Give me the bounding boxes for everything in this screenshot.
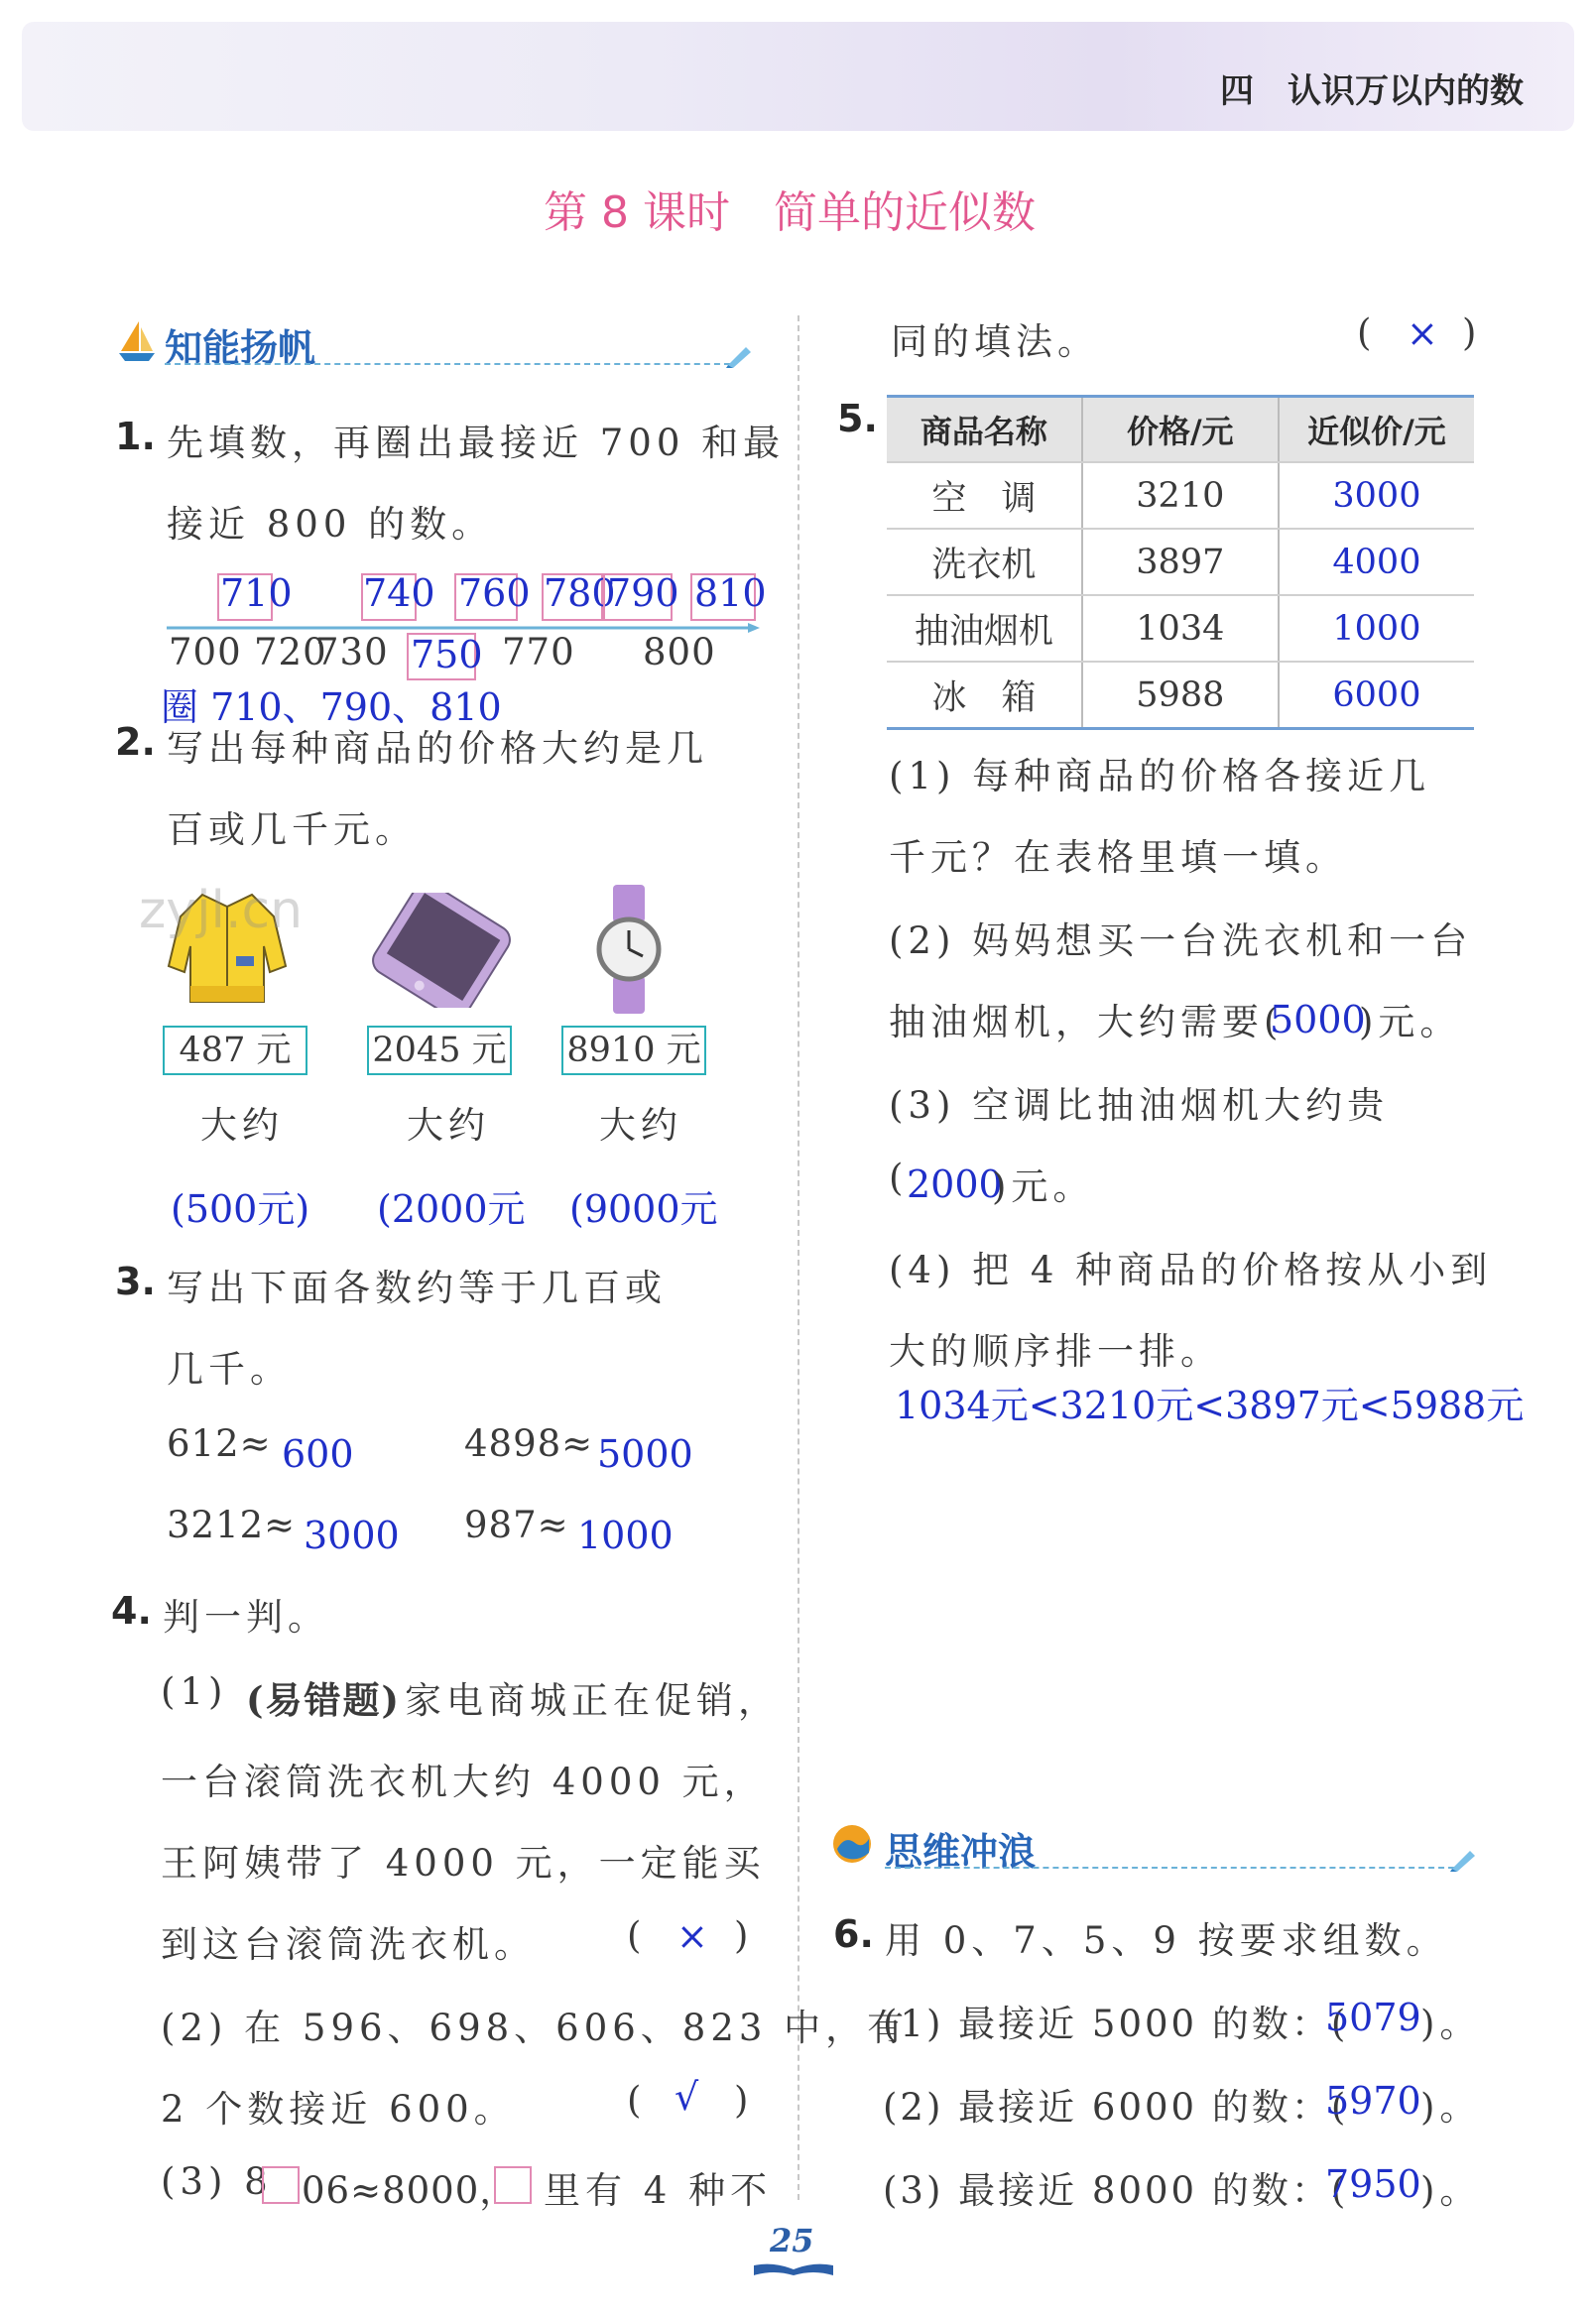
pen-icon	[1448, 1845, 1478, 1873]
about-label-2: 大约	[407, 1104, 490, 1147]
cell-price: 1034	[1082, 595, 1279, 662]
cell-name: 洗衣机	[887, 529, 1082, 595]
q4-p2-answer: √	[675, 2075, 699, 2119]
q4-p1-paren-close: )	[734, 1914, 754, 1957]
heading-underline	[165, 363, 730, 365]
q4-p1-paren-open: (	[627, 1914, 647, 1957]
q1-answer-740: 740	[363, 571, 435, 615]
q4-p1-line3: 王阿姨带了 4000 元，一定能买	[161, 1842, 766, 1885]
q5-p2-answer: 5000	[1270, 998, 1366, 1041]
header-name: 商品名称	[887, 397, 1082, 463]
q5-p3-a: (	[889, 1157, 909, 1199]
q5-number: 5.	[837, 397, 878, 440]
q6-item-3-label: (3) 最接近 8000 的数：(	[883, 2169, 1349, 2212]
q5-p2-line2b: )元。	[1359, 1001, 1462, 1043]
lesson-title: 第 8 课时 简单的近似数	[544, 187, 1036, 238]
q4-p2-line1: (2) 在 596、698、606、823 中，有	[161, 2007, 910, 2049]
q5-p2-line2a: 抽油烟机，大约需要(	[889, 1001, 1284, 1043]
goods-table	[887, 395, 1474, 730]
q5-p3-line1: (3) 空调比抽油烟机大约贵	[889, 1084, 1390, 1127]
q5-p1-line1: (1) 每种商品的价格各接近几	[889, 755, 1431, 797]
q4-p3-paren-close: )	[1462, 311, 1482, 354]
about-label-3: 大约	[599, 1104, 682, 1147]
q1-answer-780: 780	[544, 571, 616, 615]
blank-box	[494, 2166, 532, 2204]
q6-number: 6.	[833, 1912, 874, 1956]
tick-720: 720	[254, 631, 327, 673]
q2-number: 2.	[115, 720, 156, 764]
q2-line2: 百或几千元。	[167, 808, 417, 851]
cell-name: 抽油烟机	[887, 595, 1082, 662]
cell-approx: 6000	[1279, 662, 1474, 729]
q4-p2-paren-open: (	[627, 2079, 647, 2122]
q6-item-1-label: (1) 最接近 5000 的数：(	[883, 2003, 1349, 2045]
q5-p2-line1: (2) 妈妈想买一台洗衣机和一台	[889, 919, 1473, 962]
tick-770: 770	[502, 631, 575, 673]
q1-answer-790: 790	[607, 571, 679, 615]
about-label-1: 大约	[200, 1104, 284, 1147]
q3-expr-2: 4898≈	[464, 1422, 594, 1465]
sailboat-icon	[117, 319, 157, 363]
q3-answer-4: 1000	[577, 1514, 674, 1557]
pen-icon	[724, 341, 754, 369]
table-row	[887, 662, 1474, 729]
q1-line2: 接近 800 的数。	[167, 503, 494, 546]
heading-underline	[885, 1867, 1454, 1869]
cell-name: 冰 箱	[887, 662, 1082, 729]
q6-item-2-end: )。	[1420, 2086, 1482, 2129]
q4-p1-answer: ×	[676, 1914, 708, 1958]
q4-p1-line1: 家电商城正在促销，	[405, 1679, 780, 1722]
phone-image	[357, 893, 526, 1008]
q4-p1-line4: 到这台滚筒洗衣机。	[161, 1923, 536, 1966]
q6-item-2-answer: 5970	[1325, 2079, 1421, 2123]
cell-price: 3210	[1082, 462, 1279, 529]
q3-answer-3: 3000	[304, 1514, 400, 1557]
watch-image	[589, 881, 669, 1018]
watermark: zyjl.cn	[139, 881, 304, 940]
q5-p4-line1: (4) 把 4 种商品的价格按从小到	[889, 1249, 1493, 1291]
q6-title: 用 0、7、5、9 按要求组数。	[885, 1919, 1448, 1962]
q3-line1: 写出下面各数约等于几百或	[167, 1267, 667, 1309]
q2-answer-watch: (9000元	[569, 1187, 718, 1231]
section-title: 四 认识万以内的数	[1220, 71, 1524, 111]
q3-line2: 几千。	[167, 1348, 292, 1391]
cell-name: 空 调	[887, 462, 1082, 529]
q4-p3-c: 里有 4 种不	[544, 2169, 773, 2212]
price-box-jacket: 487 元	[163, 1026, 307, 1075]
section-heading-zhineng: 知能扬帆	[165, 326, 316, 370]
section-heading-siwei: 思维冲浪	[885, 1830, 1037, 1874]
q1-answer-750: 750	[411, 633, 483, 676]
q6-item-3-end: )。	[1420, 2169, 1482, 2212]
q3-expr-1: 612≈	[167, 1422, 272, 1465]
q3-expr-4: 987≈	[464, 1504, 569, 1546]
price-box-watch: 8910 元	[561, 1026, 706, 1075]
q1-answer-810: 810	[694, 571, 767, 615]
wave-icon	[831, 1823, 873, 1865]
table-row	[887, 529, 1474, 595]
q2-answer-jacket: (500元)	[171, 1187, 310, 1231]
q6-item-1-answer: 5079	[1325, 1996, 1421, 2039]
q4-p2-line2: 2 个数接近 600。	[161, 2088, 516, 2131]
q4-title: 判一判。	[163, 1596, 329, 1639]
q5-p4-line2: 大的顺序排一排。	[889, 1330, 1222, 1373]
q4-p3-answer: ×	[1407, 311, 1438, 355]
q4-p3-a: (3) 8	[161, 2160, 273, 2203]
price-box-phone: 2045 元	[367, 1026, 512, 1075]
q6-item-2-label: (2) 最接近 6000 的数：(	[883, 2086, 1349, 2129]
q4-p3-b: 06≈8000，	[302, 2169, 518, 2212]
q4-p2-paren-close: )	[734, 2079, 754, 2122]
q1-line1: 先填数，再圈出最接近 700 和最	[167, 422, 786, 464]
cell-approx: 1000	[1279, 595, 1474, 662]
q4-p1-tag: (易错题)	[246, 1678, 402, 1722]
q1-answer-710: 710	[220, 571, 293, 615]
q5-p3-answer: 2000	[907, 1162, 1003, 1206]
cell-price: 5988	[1082, 662, 1279, 729]
page-number: 25	[770, 2222, 814, 2259]
q6-item-3-answer: 7950	[1325, 2162, 1421, 2206]
q5-p4-answer: 1034元<3210元<3897元<5988元	[895, 1384, 1525, 1427]
book-icon	[752, 2261, 835, 2277]
q2-line1: 写出每种商品的价格大约是几	[167, 727, 708, 770]
cell-approx: 4000	[1279, 529, 1474, 595]
table-row	[887, 595, 1474, 662]
q3-answer-2: 5000	[597, 1432, 693, 1476]
cell-price: 3897	[1082, 529, 1279, 595]
q4-number: 4.	[111, 1589, 152, 1633]
blank-box	[262, 2166, 300, 2204]
table-header-row	[887, 397, 1474, 463]
column-divider	[798, 315, 799, 2200]
q5-p3-b: )元。	[992, 1165, 1095, 1208]
q6-item-1-end: )。	[1420, 2003, 1482, 2045]
q4-p1-line2: 一台滚筒洗衣机大约 4000 元，	[161, 1761, 766, 1803]
cell-approx: 3000	[1279, 462, 1474, 529]
q3-answer-1: 600	[282, 1432, 354, 1476]
tick-730: 730	[315, 631, 389, 673]
q4-p3-paren-open: (	[1357, 311, 1377, 354]
tick-800: 800	[643, 631, 716, 673]
q1-answer-760: 760	[458, 571, 531, 615]
header-price: 价格/元	[1082, 397, 1279, 463]
q3-expr-3: 3212≈	[167, 1504, 297, 1546]
q5-p1-line2: 千元？在表格里填一填。	[889, 836, 1347, 879]
q1-circle-answer: 圈 710、790、810	[161, 685, 502, 729]
q1-number: 1.	[115, 415, 156, 458]
q4-p1-label: (1)	[161, 1670, 228, 1713]
table-row	[887, 462, 1474, 529]
q2-answer-phone: (2000元	[377, 1187, 526, 1231]
q4-p3-continued: 同的填法。	[891, 320, 1099, 363]
header-approx: 近似价/元	[1279, 397, 1474, 463]
tick-700: 700	[169, 631, 242, 673]
q3-number: 3.	[115, 1260, 156, 1303]
